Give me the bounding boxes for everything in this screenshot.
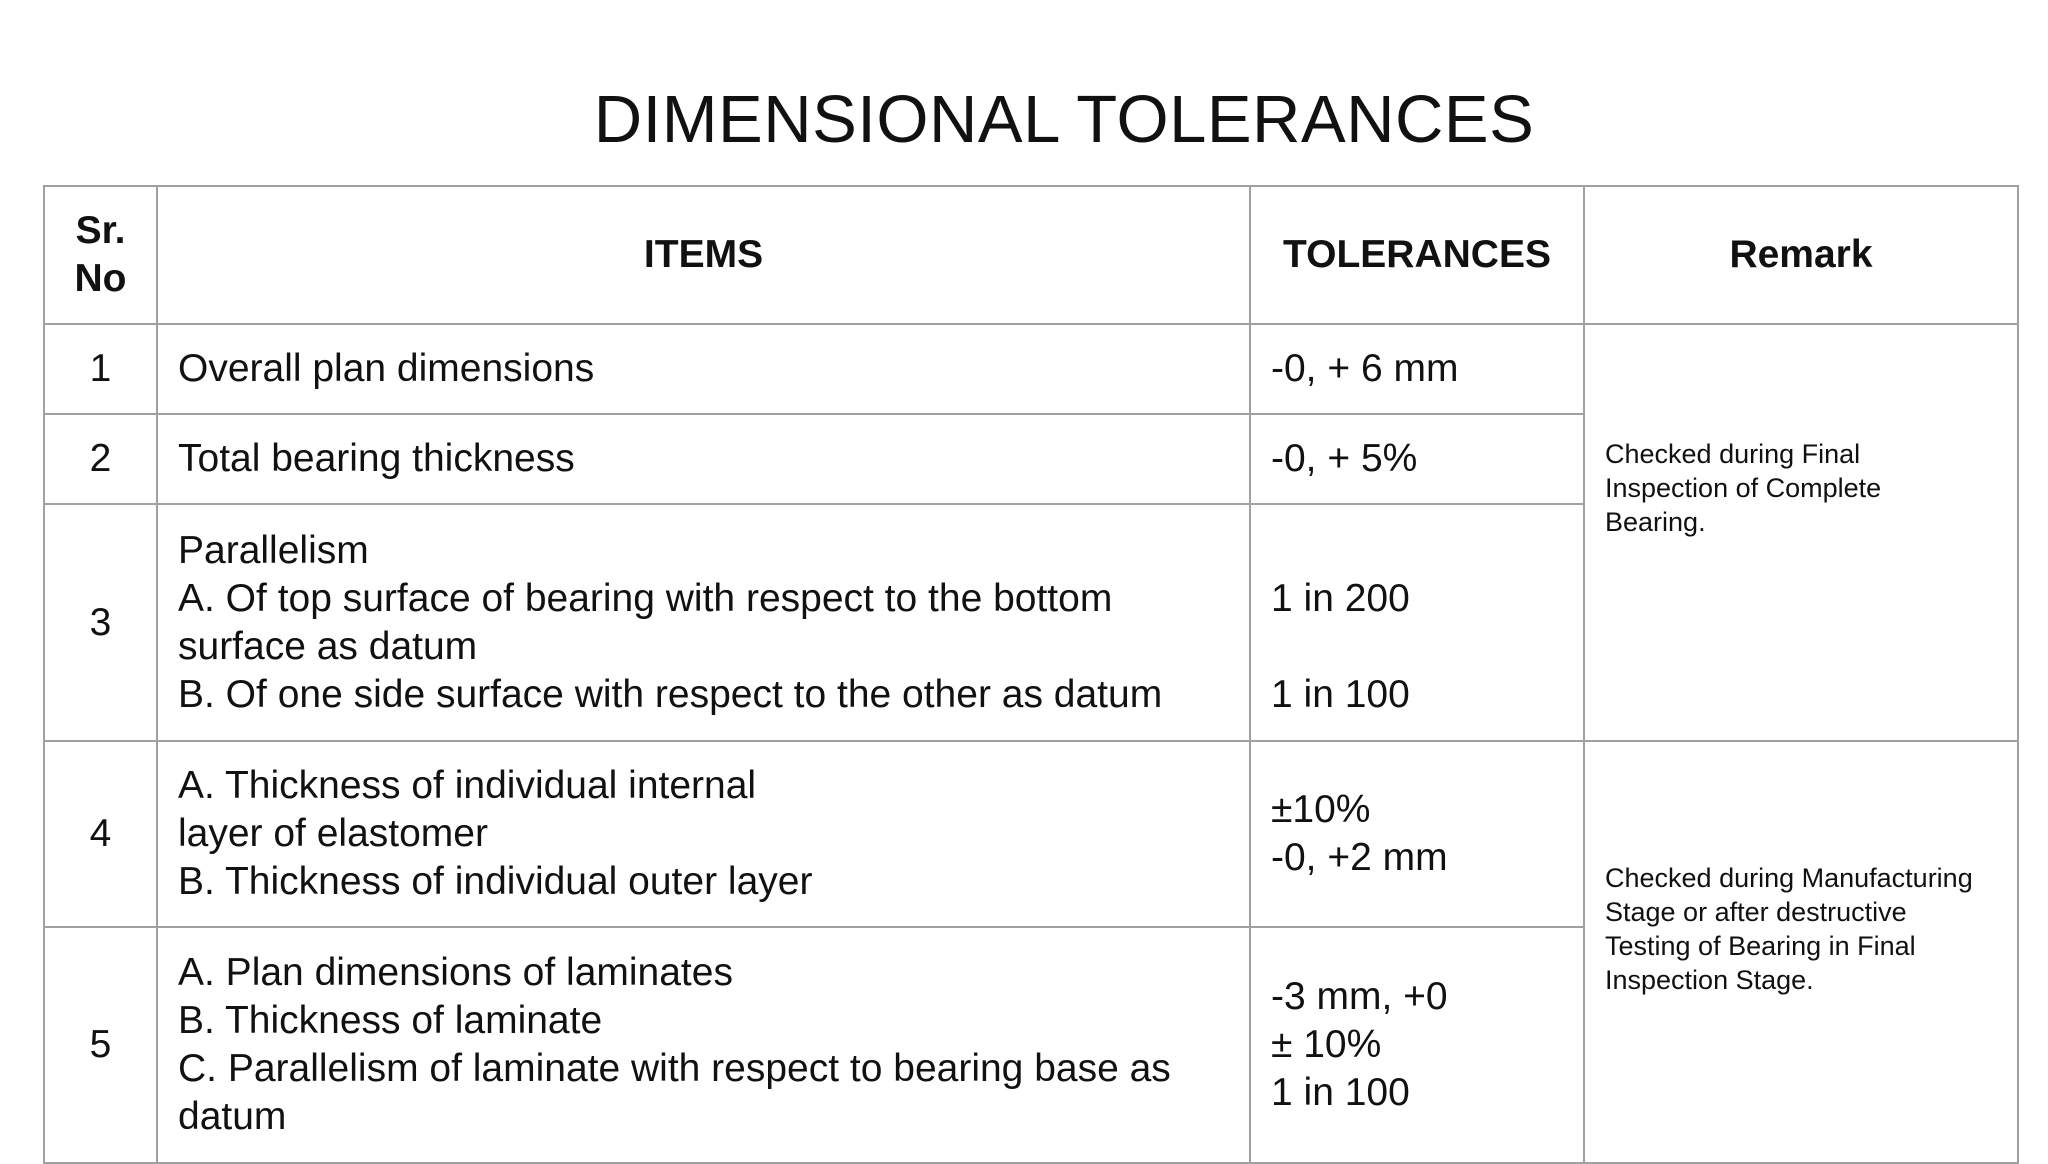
remark-cell-manufacturing — [1584, 741, 2018, 1163]
header-remark: Remark — [1584, 186, 2018, 324]
remark-line: Bearing. — [1605, 506, 1706, 537]
tolerance-cell — [1250, 927, 1584, 1163]
item-line: layer of elastomer — [178, 812, 488, 855]
tolerance-cell — [1250, 414, 1584, 504]
tolerance-cell — [1250, 504, 1584, 741]
header-sr-no-line-2: No — [74, 257, 127, 300]
tolerance-line: -0, + 6 mm — [1271, 347, 1459, 390]
item-line: A. Of top surface of bearing with respect to the bottom — [178, 576, 1113, 620]
tolerance-line: 1 in 100 — [1271, 672, 1410, 716]
tolerance-cell — [1250, 741, 1584, 927]
tolerance-line: -0, + 5% — [1271, 437, 1418, 480]
item-line: C. Parallelism of laminate with respect to bearing base as — [178, 1047, 1171, 1090]
tolerance-line: -3 mm, +0 — [1271, 975, 1448, 1018]
sr-no-cell: 5 — [44, 927, 157, 1163]
item-cell — [157, 927, 1250, 1163]
tolerance-line: ±10% — [1271, 788, 1371, 831]
item-line: A. Plan dimensions of laminates — [178, 951, 733, 994]
remark-line: Stage or after destructive — [1605, 897, 1907, 927]
tolerance-line: 1 in 200 — [1271, 576, 1410, 620]
header-sr-no-line-1: Sr. — [75, 209, 126, 252]
item-line: B. Thickness of individual outer layer — [178, 860, 813, 903]
header-tolerances: TOLERANCES — [1250, 186, 1584, 324]
sr-no-cell: 2 — [44, 414, 157, 504]
tolerances-table — [43, 185, 2019, 1164]
table-row — [44, 741, 2018, 927]
header-sr-no — [44, 186, 157, 324]
table-row — [44, 324, 2018, 414]
item-line: A. Thickness of individual internal — [178, 764, 757, 807]
item-cell — [157, 324, 1250, 414]
remark-line: Testing of Bearing in Final — [1605, 931, 1916, 961]
tolerance-line: -0, +2 mm — [1271, 836, 1448, 879]
remark-cell-final-inspection — [1584, 324, 2018, 741]
item-line: Parallelism — [178, 528, 369, 572]
tolerance-line: 1 in 100 — [1271, 1071, 1410, 1114]
remark-line: Inspection Stage. — [1605, 965, 1814, 995]
remark-line: Checked during Manufacturing — [1605, 863, 1973, 893]
item-line: Overall plan dimensions — [178, 347, 595, 390]
item-cell — [157, 741, 1250, 927]
item-line: Total bearing thickness — [178, 437, 575, 480]
sr-no-cell: 1 — [44, 324, 157, 414]
item-line: datum — [178, 1095, 287, 1138]
item-cell — [157, 414, 1250, 504]
page-title: DIMENSIONAL TOLERANCES — [593, 82, 1535, 157]
item-line: B. Of one side surface with respect to the other as datum — [178, 672, 1163, 716]
tolerance-spacer — [1271, 623, 1583, 671]
header-row — [44, 186, 2018, 324]
tolerance-cell — [1250, 324, 1584, 414]
remark-line: Inspection of Complete — [1605, 472, 1882, 503]
item-line: B. Thickness of laminate — [178, 999, 603, 1042]
item-line: surface as datum — [178, 624, 478, 668]
remark-line: Checked during Final — [1605, 438, 1861, 469]
sr-no-cell: 4 — [44, 741, 157, 927]
item-cell — [157, 504, 1250, 741]
sr-no-cell: 3 — [44, 504, 157, 741]
tolerance-line: ± 10% — [1271, 1023, 1382, 1066]
header-items: ITEMS — [157, 186, 1250, 324]
